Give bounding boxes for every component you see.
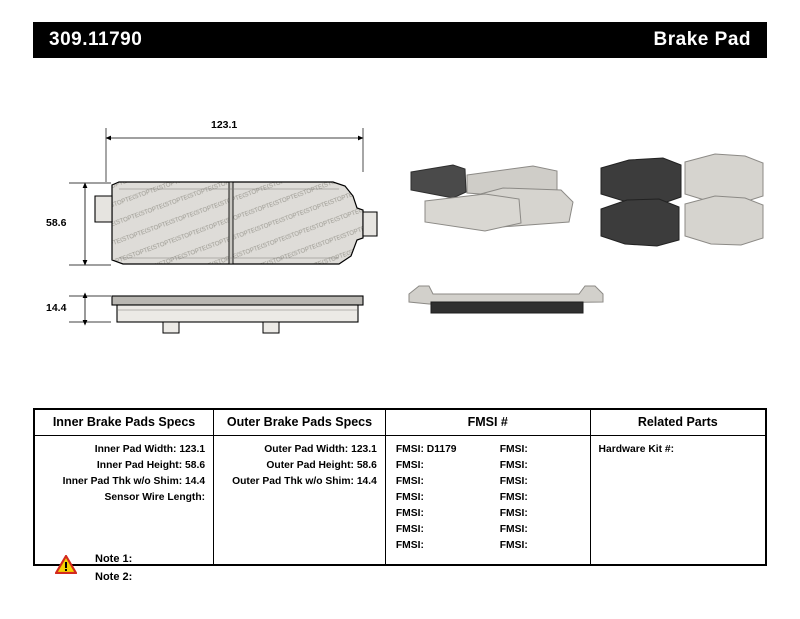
spec-row: [222, 458, 377, 474]
header-inner-specs: Inner Brake Pads Specs: [35, 410, 214, 436]
fmsi-entry: FMSI:: [395, 524, 424, 535]
cell-related-parts: [590, 436, 765, 565]
fmsi-entry: FMSI:: [499, 460, 528, 471]
spec-value: 58.6: [185, 460, 206, 471]
spec-label: Inner Pad Height:: [96, 460, 183, 471]
spec-label: Inner Pad Width:: [94, 444, 177, 455]
dimension-thickness: 14.4: [46, 302, 67, 314]
spec-row: [222, 442, 377, 458]
spec-label: Outer Pad Thk w/o Shim:: [232, 476, 354, 487]
spec-value: 123.1: [179, 444, 206, 455]
spec-row: [43, 474, 205, 490]
spec-row: [43, 490, 205, 506]
fmsi-entry: FMSI:: [395, 492, 424, 503]
dimension-height: 58.6: [46, 217, 67, 229]
fmsi-entry: FMSI:: [395, 460, 424, 471]
fmsi-entry: FMSI:: [499, 476, 528, 487]
spec-row: [222, 474, 377, 490]
spec-label: Outer Pad Width:: [264, 444, 349, 455]
fmsi-entry: FMSI:: [499, 508, 528, 519]
spec-value: 58.6: [356, 460, 377, 471]
spec-label: Outer Pad Height:: [266, 460, 354, 471]
table-header-row: [35, 410, 766, 436]
note-1-label: Note 1:: [95, 553, 133, 565]
spec-value: 14.4: [185, 476, 206, 487]
header-related-parts: Related Parts: [590, 410, 765, 436]
note-row-2: [55, 571, 355, 589]
header-fmsi: FMSI #: [385, 410, 590, 436]
spec-value: 123.1: [351, 444, 377, 455]
fmsi-entry: FMSI:: [499, 524, 528, 535]
page-header: [33, 22, 767, 58]
note-2-label: Note 2:: [95, 571, 133, 583]
fmsi-entry: FMSI:: [395, 476, 424, 487]
fmsi-column-left: [394, 442, 478, 554]
cell-fmsi: [385, 436, 590, 565]
fmsi-entry: FMSI:: [395, 508, 424, 519]
spec-label: Sensor Wire Length:: [104, 492, 206, 503]
specifications-table: [33, 408, 767, 566]
dimension-width: 123.1: [211, 119, 238, 131]
page-title: Brake Pad: [653, 29, 751, 50]
spec-label: Inner Pad Thk w/o Shim:: [62, 476, 183, 487]
header-outer-specs: Outer Brake Pads Specs: [214, 410, 386, 436]
spec-row: [43, 442, 205, 458]
fmsi-column-right: [478, 442, 582, 554]
spec-row: [43, 458, 205, 474]
part-number: 309.11790: [49, 29, 143, 50]
cell-outer-specs: [214, 436, 386, 565]
table-body-row: [35, 436, 766, 565]
fmsi-entry: FMSI:: [499, 540, 528, 551]
fmsi-entry: FMSI:: [499, 492, 528, 503]
fmsi-entry: FMSI:: [395, 540, 424, 551]
spec-value: 14.4: [356, 476, 377, 487]
fmsi-entry: FMSI: D1179: [395, 444, 457, 455]
related-part-entry: Hardware Kit #:: [598, 444, 675, 455]
fmsi-entry: FMSI:: [499, 444, 528, 455]
note-row-1: [55, 553, 355, 571]
notes-section: [55, 553, 355, 589]
cell-inner-specs: [35, 436, 214, 565]
technical-drawing: [33, 70, 767, 390]
drawing-area: [33, 70, 767, 390]
